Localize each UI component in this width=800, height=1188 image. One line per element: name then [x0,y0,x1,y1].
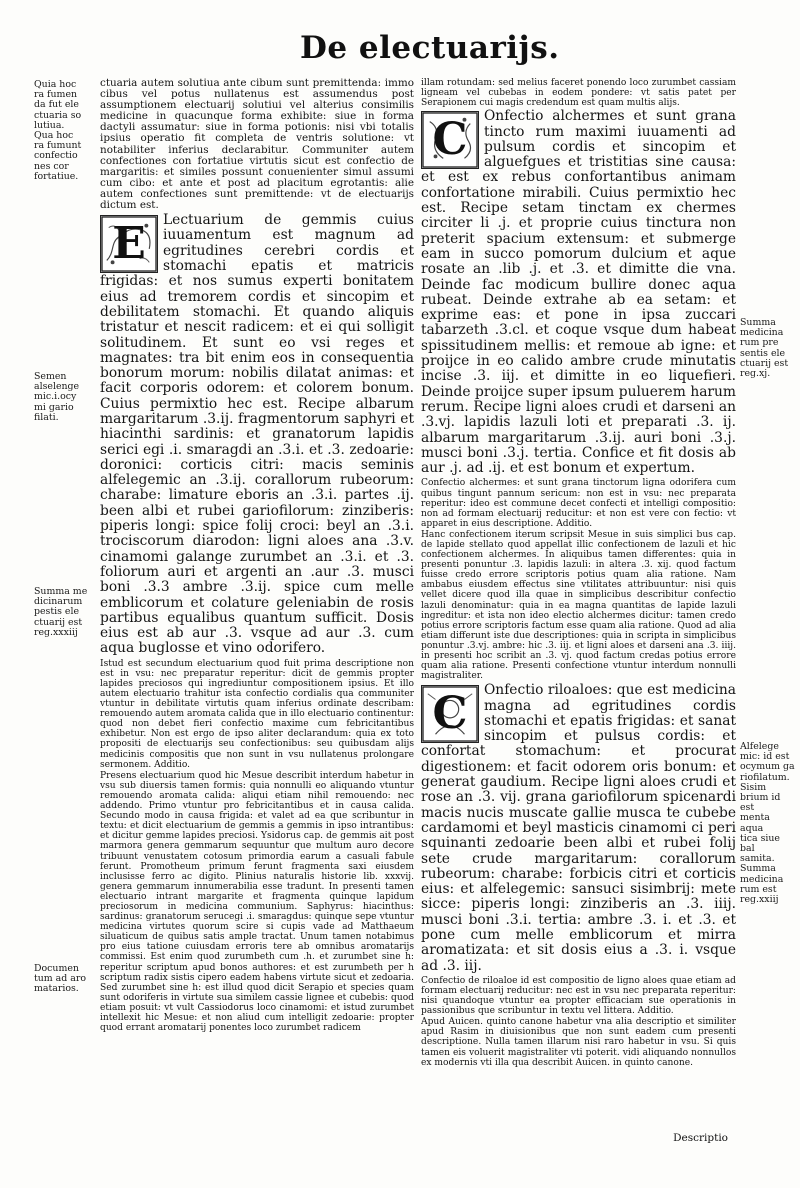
margin-note: Semen alselenge mic.i.ocy mi gario filati. [34,371,80,423]
right-column [421,78,736,1138]
woodcut-initial-e-icon [100,215,158,273]
paragraph: Confectio alchermes: et sunt grana tinctorum ligna odorifera cum quibus tingunt pannum sericum: non est in vsu: nec preparata reperitur: ideo est commune decet confecti et intelligi compositio: non ad formam electuarij reducitur: et non est vere con fectio: vt apparet in eius descriptione. Additio. [421,478,736,529]
paragraph: Lectuarium de gemmis cuius iuuamentum est magnum ad egritudines cerebri cordis et stomachi epatis et matricis frigidas: et nos sumus experti bonitatem eius ad tremorem cordis et sincopim et debilitatem stomachi. Et quando aliquis tristatur et nescit radicem: et ei qui solligit solitudinem. Et sunt eo vsi reges et magnates: tra bit enim eos in consequentia bonorum morum: nobilis dilatat animas: et facit corporis odorem: et colorem bonum. Cuius permixtio hec est. Recipe albarum margaritarum .3.ij. fragmentorum saphyri et hiacinthi sardinis: et granatorum lapidis serici egi .i. smaragdi an .3.i. et .3. zedoarie: doronici: corticis citri: macis seminis alfelegemic an .3.ij. corallorum rubeorum: charabe: limature eboris an .3.i. partes .ij. been albi et rubei gariofilorum: zinziberis: piperis longi: spice folij croci: beyl an .3.i. trociscorum diarodon: ligni aloes ana .3.v. cinamomi galange zurumbet an .3.i. et .3. foliorum auri et argenti an .aur .3. musci boni .3.3 ambre .3.ij. spice cum melle emblicorum et colature geleniabin de rosis partibus equalibus quantum sufficit. Dosis eius est ab aur .3. vsque ad aur .3. cum aqua buglosse et vino odorifero. [100,212,414,657]
paragraph: Istud est secundum electuarium quod fuit prima descriptione non est in vsu: nec preparatur reperitur: dicit de gemmis propter lapides preciosos qui ingrediuntur compositionem ipsius. Et illo autem electuario trahitur ista confectio cordialis qua communiter vtuntur in debilitate virtutis quam inferius ordinate describam: remouendo autem aromata calida que in illo electuario continentur: quod non debet fieri confectio maxime cum febricitantibus exhibetur. Non est ergo de ipso aliter declarandum: quia ex toto propositi de electuarijs seu confectionibus: seu quibusdam alijs medicinis compositis que non sunt in vsu nullatenus prolongare sermonem. Additio. [100,658,414,770]
paragraph: Hanc confectionem iterum scripsit Mesue in suis simplici bus cap. de lapide stellato quod appellat illic confectionem de lazuli et hic confectionem alchermes. In aliquibus tamen differentes: quia in presenti ponuntur .3. lapidis lazuli: in altera .3. xij. quod factum fuisse credo errore scriptoris potius quam alia ratione. Nam ambabus eiusdem effectus sine vtilitates attribuuntur: nisi quis vellet dicere quod illa quae in simplicibus describitur confectio lazuli denominatur: quia in ea magna quantitas de lapide lazuli ingreditur: et ista non ideo electio alchermes dicitur: tamen credo potius errore scriptoris factum esse quam alia ratione. Quod ad alia etiam differunt iste due descriptiones: quia in scripta in simplicibus ponuntur .3.vj. ambre: hic .3. iij. et ligni aloes et darseni ana .3. iiij. in presenti hoc scribit an .3. vj. quod factum credas potius errore quam alia ratione. Presenti confectione vtuntur interdum nonnulli magistraliter. [421,529,736,682]
paragraph: Presens electuarium quod hic Mesue describit interdum habetur in vsu sub diuersis tamen formis: quia nonnulli eo aliquando vtuntur remouendo aromata calida: aliqui etiam nihil remouendo: nec addendo. Primo vtuntur pro febricitantibus et in causa calida. Secundo modo in causa frigida: et valet ad ea que scribuntur in textu: et dicit electuarium de gemmis a gemmis in ipso intrantibus: et dicitur gemme lapides preciosi. Ysidorus cap. de gemmis ait post marmora genera gemmarum sequuntur que multum auro decore tribuunt venustatem cotosum primordia earum a casuali fabule ferunt. Promotheum primum ferunt fragmenta saxi eiusdem inclusisse ferro ac digito. Plinius naturalis historie lib. xxxvij. genera gemmarum innumerabilia esse tradunt. In presenti tamen electuario intrant margarite et fragmenta quinque lapidum preciosorum in medicina communium. Saphyrus: hiacinthus: sardinus: granatorum serucegi .i. smaragdus: quinque sepe vtuntur medicina virtutes quorum scire si cupis vade ad Matthaeum siluaticum de quibus satis ample tractat. Unum tamen notabimus pro eius tatione cuiusdam erroris tere ab omnibus aromatarijs commissi. Est enim quod zurumbeth cum .h. et zurumbet sine h: reperitur scriptum apud bonos authores: et est zurumbeth per h scriptum radix sistis cipero eadem habens virtute sicut et zedoaria. Sed zurumbet sine h: est illud quod dicit Serapio et species quam sunt odoriferis in virtute sua similem cassie lignee et cubebis: quod etiam posuit: vt vult Cassiodorus loco cinamomi: et istud zurumbet intellexit hic Mesue: et non aliud cum intelligit zedoarie: propter quod errant aromatarij ponentes loco zurumbet radicem [100,770,414,1034]
initial-letter: C [432,688,468,740]
paragraph: illam rotundam: sed melius faceret ponendo loco zurumbet cassiam ligneam vel cubebas in eodem pondere: vt satis patet per Serapionem cui magis credendum est quam multis alijs. [421,78,736,109]
woodcut-initial-c-icon [421,685,479,743]
margin-note: Alfelege mic: id est ocymum ga riofilatum. Sisim brium id est menta aqua tica siue bal samita. Summa medicina rum est reg.xxiij [740,741,795,906]
page-title: De electuarijs. [300,30,560,66]
margin-note: Summa me dicinarum pestis ele ctuarij est reg.xxxiij [34,586,88,638]
margin-note: Quia hoc ra fumen da fut ele ctuaria so lutiua. Qua hoc ra fumunt confectio nes cor fortatiue. [34,79,82,182]
woodcut-initial-c-icon [421,111,479,169]
paragraph: Apud Auicen. quinto canone habetur vna alia descriptio et similiter apud Rasim in diuisionibus que non sunt eadem cum presenti descriptione. Nulla tamen illarum nisi raro habetur in vsu. Si quis tamen eis voluerit magistraliter vti poterit. vidi aliquando nonnullos ex modernis vti illa qua describit Auicen. in quinto canone. [421,1017,736,1068]
paragraph: Onfectio alchermes et sunt grana tincto rum maximi iuuamenti ad pulsum cordis et sincopim et alguefgues et tristitias sine causa: et est ex rebus confortantibus animam confortatione mirabili. Cuius permixtio hec est. Recipe setam tinctam ex chermes circiter li .j. et proprie cuius tinctura non preterit spacium extensum: et submerge eam in succo pomorum dulcium et aque rosate an .lib .j. et .3. et dimitte die vna. Deinde fac modicum bullire donec aqua rubeat. Deinde extrahe ab ea setam: et exprime eas: et pone in ipsa zuccari tabarzeth .3.cl. et coque vsque dum habeat spissitudinem mellis: et remoue ab igne: et proijce in eo calido ambre crude minutatis incise .3. iij. et dimitte in eo liquefieri. Deinde proijce super ipsum puluerem harum rerum. Recipe ligni aloes crudi et darseni an .3.vj. lapidis lazuli loti et preparati .3. ij. albarum margaritarum .3.ij. auri boni .3.j. musci boni .3.j. tertia. Confice et fit dosis ab aur .j. ad .ij. et est bonum et expertum. [421,108,736,477]
paragraph: Onfectio riloaloes: que est medicina magna ad egritudines cordis stomachi et epatis frigidas: et sanat sincopim et pulsus cordis: et confortat stomachum: et procurat digestionem: et facit odorem oris bonum: et generat gaudium. Recipe ligni aloes crudi et rose an .3. vij. grana gariofilorum spicenardi macis nucis muscate gallie musca te cubebe cardamomi et beyl masticis cinamomi ci peri squinanti zedoarie been albi et rubei folij sete crude margaritarum: corallorum rubeorum: charabe: forbicis citri et corticis eius: et alfelegemic: sansuci sisimbrij: mete sicce: piperis longi: zinziberis an .3. iiij. musci boni .3.i. tertia: ambre .3. i. et .3. et pone cum melle emblicorum et mirra aromatizata: et sit dosis eius a .3. i. vsque ad .3. iij. [421,682,736,974]
initial-letter: E [112,218,146,270]
paragraph: ctuaria autem solutiua ante cibum sunt premittenda: immo cibus vel potus nullatenus est assumendus post assumptionem electuarij solutiui vel alterius consimilis medicine in quacunque forma exhibite: siue in forma dactyli assumatur: siue in forma potionis: nisi vbi totalis ipsius operatio fit completa de ventris solutione: vt notabiliter inferius declarabitur. Communiter autem confectiones con fortatiue virtutis sicut est confectio de margaritis: et similes possunt conuenienter simul assumi cum cibo: et ante et post ad placitum egrotantis: alie autem confectiones sunt premittende: vt de electuarijs dictum est. [100,78,414,212]
initial-letter: C [432,114,468,166]
margin-note: Documen tum ad aro matarios. [34,963,86,995]
catchword: Descriptio [673,1132,728,1144]
margin-note: Summa medicina rum pre sentis ele ctuarij est reg.xj. [740,317,789,380]
paragraph: Confectio de riloaloe id est compositio de ligno aloes quae etiam ad formam electuarij reducitur: nec est in vsu nec preparata reperitur: nisi quandoque vtuntur ea propter efficaciam sue operationis in passionibus que scribuntur in textu vel littera. Additio. [421,975,736,1017]
left-column [100,78,414,1128]
